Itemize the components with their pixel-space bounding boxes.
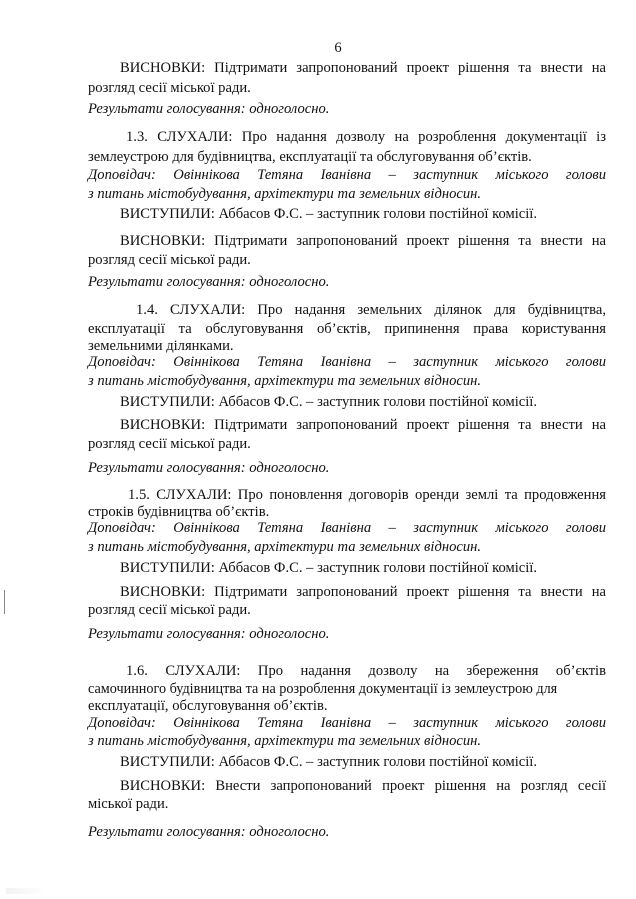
top-conclusion-line-1: ВИСНОВКИ: Підтримати запропонований проект рішення та внести на <box>120 60 606 76</box>
item-1-3-speaker-line-1: Доповідач: Овіннікова Тетяна Іванівна – заступник міського голови <box>88 167 606 183</box>
item-1-4-spoke: ВИСТУПИЛИ: Аббасов Ф.С. – заступник голови постійної комісії. <box>120 394 537 410</box>
item-1-6-heard-line-1: 1.6. СЛУХАЛИ: Про надання дозволу на збереження об’єктів <box>126 663 606 679</box>
item-1-3-spoke: ВИСТУПИЛИ: Аббасов Ф.С. – заступник голови постійної комісії. <box>120 206 537 222</box>
item-1-4-heard-line-3: земельними ділянками. <box>88 338 234 354</box>
top-conclusion <box>88 58 606 78</box>
item-1-5-vote-result: Результати голосування: одноголосно. <box>88 626 330 642</box>
item-1-3-conclusion-line-1: ВИСНОВКИ: Підтримати запропонований проект рішення та внести на <box>120 233 606 249</box>
item-1-4-vote-result: Результати голосування: одноголосно. <box>88 460 330 476</box>
item-1-6-speaker-line-2: з питань містобудування, архітектури та земельних відносин. <box>88 733 482 749</box>
item-1-4-heard-line-1: 1.4. СЛУХАЛИ: Про надання земельних ділянок для будівництва, <box>136 302 606 318</box>
item-1-4-heard-line-2: експлуатації та обслуговування об’єктів, припинення права користування <box>88 321 606 337</box>
item-1-5-heard-line-1: 1.5. СЛУХАЛИ: Про поновлення договорів оренди землі та продовження <box>128 487 606 503</box>
scan-artifact <box>6 888 46 894</box>
item-1-6-spoke: ВИСТУПИЛИ: Аббасов Ф.С. – заступник голови постійної комісії. <box>120 754 537 770</box>
item-1-6-heard-line-3: експлуатації, обслуговування об’єктів. <box>88 698 328 714</box>
top-conclusion-cont <box>88 78 606 98</box>
item-1-5-spoke: ВИСТУПИЛИ: Аббасов Ф.С. – заступник голови постійної комісії. <box>120 560 537 576</box>
scan-margin-mark <box>4 590 5 614</box>
item-1-5-conclusion-line-1: ВИСНОВКИ: Підтримати запропонований проект рішення та внести на <box>120 584 606 600</box>
item-1-6-conclusion-line-1: ВИСНОВКИ: Внести запропонований проект рішення на розгляд сесії <box>120 778 606 794</box>
item-1-3-speaker-line-2: з питань містобудування, архітектури та земельних відносин. <box>88 186 482 202</box>
item-1-6-vote-result: Результати голосування: одноголосно. <box>88 824 330 840</box>
item-1-3-vote-result: Результати голосування: одноголосно. <box>88 274 330 290</box>
top-vote-result: Результати голосування: одноголосно. <box>88 101 330 117</box>
item-1-4-speaker-line-2: з питань містобудування, архітектури та земельних відносин. <box>88 373 482 389</box>
item-1-5-heard-line-2: строків будівництва об’єктів. <box>88 504 270 520</box>
item-1-6-conclusion-line-2: міської ради. <box>88 796 169 812</box>
item-1-5-conclusion-line-2: розгляд сесії міської ради. <box>88 602 251 618</box>
item-1-6-heard-line-2: самочинного будівництва та на розроблення документації із землеустрою для <box>88 681 558 697</box>
item-1-4-speaker-line-1: Доповідач: Овіннікова Тетяна Іванівна – заступник міського голови <box>88 354 606 370</box>
item-1-5-speaker-line-1: Доповідач: Овіннікова Тетяна Іванівна – заступник міського голови <box>88 520 606 536</box>
item-1-5-speaker-line-2: з питань містобудування, архітектури та земельних відносин. <box>88 539 482 555</box>
item-1-3-heard-line-2: землеустрою для будівництва, експлуатації та обслуговування об’єктів. <box>88 149 532 165</box>
item-1-4-conclusion-line-2: розгляд сесії міської ради. <box>88 436 251 452</box>
top-conclusion-line-2: розгляд сесії міської ради. <box>88 80 251 96</box>
item-1-3-conclusion-line-2: розгляд сесії міської ради. <box>88 252 251 268</box>
item-1-3-heard-line-1: 1.3. СЛУХАЛИ: Про надання дозволу на розроблення документації із <box>126 129 606 145</box>
item-1-4-conclusion-line-1: ВИСНОВКИ: Підтримати запропонований проект рішення та внести на <box>120 417 606 433</box>
page-number: 6 <box>334 40 342 56</box>
item-1-6-speaker-line-1: Доповідач: Овіннікова Тетяна Іванівна – заступник міського голови <box>88 715 606 731</box>
